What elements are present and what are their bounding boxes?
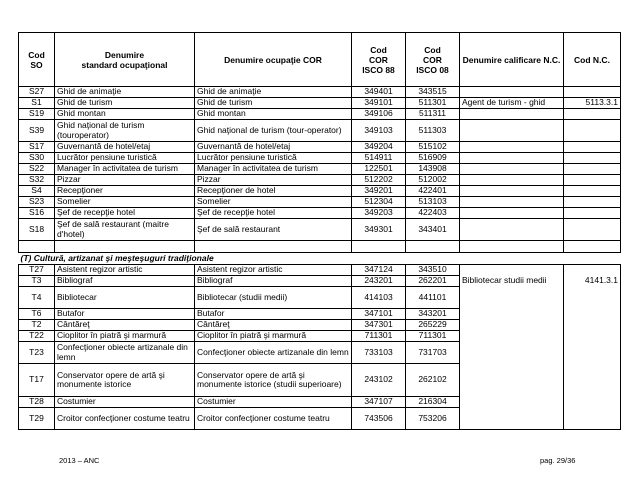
cod-so-cell: S18 (19, 219, 55, 241)
denumire-so-cell: Asistent regizor artistic (55, 265, 195, 276)
calificare-cell (460, 87, 564, 98)
table-row (19, 164, 621, 175)
denumire-cor-cell: Ghid de turism (195, 98, 352, 109)
denumire-so-cell: Ghid naţional de turism (touroperator) (55, 120, 195, 142)
cod-cor-isco08-cell: 516909 (406, 153, 460, 164)
blank-cell (55, 241, 195, 253)
cod-cor-isco08-cell: 216304 (406, 397, 460, 408)
denumire-cor-cell: Ghid de animaţie (195, 87, 352, 98)
denumire-cor-cell: Butafor (195, 309, 352, 320)
cod-nc-cell (564, 120, 621, 142)
denumire-so-cell: Conservator opere de artă şi monumente istorice (55, 364, 195, 397)
denumire-so-cell: Manager în activitatea de turism (55, 164, 195, 175)
calificare-cell (460, 219, 564, 241)
header-row (19, 33, 621, 87)
cod-cor-isco08-cell: 441101 (406, 287, 460, 309)
cod-cor-isco08-cell: 711301 (406, 331, 460, 342)
denumire-so-cell: Somelier (55, 197, 195, 208)
cod-cor-isco88-cell: 349301 (352, 219, 406, 241)
table-row (19, 109, 621, 120)
cod-so-cell: T17 (19, 364, 55, 397)
header-cod-so: Cod SO (19, 33, 55, 87)
cod-so-cell: T28 (19, 397, 55, 408)
table-row (19, 197, 621, 208)
cod-cor-isco08-cell: 422401 (406, 186, 460, 197)
calificare-cell (460, 175, 564, 186)
blank-cell (352, 241, 406, 253)
denumire-so-cell: Lucrător pensiune turistică (55, 153, 195, 164)
cod-cor-isco88-cell: 512304 (352, 197, 406, 208)
cod-cor-isco88-cell: 514911 (352, 153, 406, 164)
denumire-cor-cell: Manager în activitatea de turism (195, 164, 352, 175)
denumire-so-cell: Ghid montan (55, 109, 195, 120)
header-cod-cor-isco08: Cod COR ISCO 08 (406, 33, 460, 87)
denumire-cor-cell: Lucrător pensiune turistică (195, 153, 352, 164)
denumire-cor-cell: Recepţioner de hotel (195, 186, 352, 197)
blank-cell (195, 241, 352, 253)
cod-cor-isco08-cell: 513103 (406, 197, 460, 208)
table-row (19, 219, 621, 241)
cod-cor-isco88-cell: 347101 (352, 309, 406, 320)
table-row (19, 142, 621, 153)
header-denumire-so: Denumire standard ocupaţional (55, 33, 195, 87)
header-denumire-cor: Denumire ocupaţie COR (195, 33, 352, 87)
table-row (19, 87, 621, 98)
denumire-so-cell: Şef de sală restaurant (maitre d'hotel) (55, 219, 195, 241)
denumire-so-cell: Croitor confecţioner costume teatru (55, 408, 195, 430)
cod-nc-cell (564, 219, 621, 241)
cod-so-cell: S39 (19, 120, 55, 142)
denumire-cor-cell: Cântăreţ (195, 320, 352, 331)
blank-cell (460, 241, 564, 253)
cod-so-cell: S23 (19, 197, 55, 208)
cod-cor-isco88-cell: 347107 (352, 397, 406, 408)
denumire-cor-cell: Bibliotecar (studii medii) (195, 287, 352, 309)
table-row (19, 120, 621, 142)
cod-cor-isco88-cell: 512202 (352, 175, 406, 186)
calificare-cell: Agent de turism - ghid (460, 98, 564, 109)
blank-cell (19, 241, 55, 253)
denumire-cor-cell: Costumier (195, 397, 352, 408)
cod-cor-isco08-cell: 512002 (406, 175, 460, 186)
denumire-cor-cell: Conservator opere de artă şi monumente istorice (studii superioare) (195, 364, 352, 397)
table-row (19, 208, 621, 219)
calificare-cell (460, 153, 564, 164)
calificare-cell (460, 208, 564, 219)
cod-cor-isco08-cell: 265229 (406, 320, 460, 331)
cod-cor-isco88-cell: 349201 (352, 186, 406, 197)
section-row (19, 253, 621, 265)
calificare-cell (460, 197, 564, 208)
cod-so-cell: S30 (19, 153, 55, 164)
blank-cell (564, 241, 621, 253)
denumire-so-cell: Confecţioner obiecte artizanale din lemn (55, 342, 195, 364)
denumire-so-cell: Bibliotecar (55, 287, 195, 309)
denumire-cor-cell: Confecţioner obiecte artizanale din lemn (195, 342, 352, 364)
cod-cor-isco08-cell: 343510 (406, 265, 460, 276)
cod-cor-isco88-cell: 743506 (352, 408, 406, 430)
calificare-cell (460, 109, 564, 120)
cod-cor-isco88-cell: 243201 (352, 276, 406, 287)
footer-left: 2013 – ANC (59, 456, 100, 465)
denumire-so-cell: Butafor (55, 309, 195, 320)
denumire-cor-cell: Bibliograf (195, 276, 352, 287)
table-row (19, 186, 621, 197)
cod-so-cell: T23 (19, 342, 55, 364)
cod-cor-isco88-cell: 349204 (352, 142, 406, 153)
cod-nc-cell (564, 164, 621, 175)
denumire-cor-cell: Asistent regizor artistic (195, 265, 352, 276)
cod-cor-isco88-cell: 122501 (352, 164, 406, 175)
section-title: (T) Cultură, artizanat şi meşteşuguri tradiţionale (20, 252, 214, 263)
cod-cor-isco88-cell: 349203 (352, 208, 406, 219)
denumire-cor-cell: Ghid naţional de turism (tour-operator) (195, 120, 352, 142)
denumire-cor-cell: Guvernantă de hotel/etaj (195, 142, 352, 153)
denumire-so-cell: Ghid de animaţie (55, 87, 195, 98)
cod-so-cell: T6 (19, 309, 55, 320)
calificare-cell (460, 142, 564, 153)
cod-nc-cell (564, 175, 621, 186)
denumire-so-cell: Pizzar (55, 175, 195, 186)
denumire-so-cell: Cioplitor în piatră şi marmură (55, 331, 195, 342)
cod-cor-isco08-cell: 422403 (406, 208, 460, 219)
cod-nc-cell (564, 142, 621, 153)
denumire-cor-cell: Şef de sală restaurant (195, 219, 352, 241)
denumire-so-cell: Şef de recepţie hotel (55, 208, 195, 219)
page-number: pag. 29/36 (540, 456, 576, 465)
denumire-cor-cell: Şef de recepţie hotel (195, 208, 352, 219)
cod-so-cell: S27 (19, 87, 55, 98)
cod-cor-isco08-cell: 262102 (406, 364, 460, 397)
cod-nc-cell: 4141.3.1 (564, 265, 621, 430)
cod-cor-isco88-cell: 349101 (352, 98, 406, 109)
cod-cor-isco08-cell: 143908 (406, 164, 460, 175)
cod-nc-cell (564, 109, 621, 120)
cod-so-cell: S32 (19, 175, 55, 186)
cod-nc-cell (564, 186, 621, 197)
header-cod-nc: Cod N.C. (564, 33, 621, 87)
cod-nc-cell (564, 197, 621, 208)
cod-cor-isco88-cell: 347301 (352, 320, 406, 331)
cod-cor-isco08-cell: 343401 (406, 219, 460, 241)
header-calificare: Denumire calificare N.C. (460, 33, 564, 87)
calificare-cell (460, 164, 564, 175)
cod-cor-isco88-cell: 243102 (352, 364, 406, 397)
cod-cor-isco08-cell: 343201 (406, 309, 460, 320)
denumire-cor-cell: Ghid montan (195, 109, 352, 120)
cod-nc-cell: 5113.3.1 (564, 98, 621, 109)
cod-so-cell: T29 (19, 408, 55, 430)
cod-nc-cell (564, 87, 621, 98)
denumire-so-cell: Bibliograf (55, 276, 195, 287)
cod-nc-cell (564, 153, 621, 164)
denumire-cor-cell: Somelier (195, 197, 352, 208)
denumire-so-cell: Cântăreţ (55, 320, 195, 331)
cod-cor-isco88-cell: 349401 (352, 87, 406, 98)
denumire-cor-cell: Cioplitor în piatră şi marmură (195, 331, 352, 342)
cod-so-cell: S19 (19, 109, 55, 120)
table-row (19, 265, 621, 276)
cod-cor-isco88-cell: 711301 (352, 331, 406, 342)
cod-cor-isco08-cell: 753206 (406, 408, 460, 430)
cod-cor-isco88-cell: 349106 (352, 109, 406, 120)
table-row (19, 98, 621, 109)
cod-cor-isco08-cell: 511303 (406, 120, 460, 142)
cod-so-cell: S1 (19, 98, 55, 109)
cod-so-cell: T27 (19, 265, 55, 276)
cod-cor-isco08-cell: 731703 (406, 342, 460, 364)
calificare-cell (460, 186, 564, 197)
calificare-cell: Bibliotecar studii medii (460, 265, 564, 430)
cod-so-cell: S4 (19, 186, 55, 197)
denumire-so-cell: Recepţioner (55, 186, 195, 197)
cod-cor-isco08-cell: 515102 (406, 142, 460, 153)
denumire-so-cell: Costumier (55, 397, 195, 408)
cod-so-cell: T3 (19, 276, 55, 287)
blank-cell (406, 241, 460, 253)
cod-nc-cell (564, 208, 621, 219)
denumire-cor-cell: Pizzar (195, 175, 352, 186)
blank-row (19, 241, 621, 253)
cod-cor-isco08-cell: 343515 (406, 87, 460, 98)
table-row (19, 153, 621, 164)
cod-so-cell: T22 (19, 331, 55, 342)
cod-so-cell: S22 (19, 164, 55, 175)
cod-so-cell: T4 (19, 287, 55, 309)
denumire-so-cell: Ghid de turism (55, 98, 195, 109)
cod-cor-isco08-cell: 511311 (406, 109, 460, 120)
cod-cor-isco88-cell: 347124 (352, 265, 406, 276)
occupation-table (18, 32, 621, 430)
header-cod-cor-isco88: Cod COR ISCO 88 (352, 33, 406, 87)
denumire-cor-cell: Croitor confecţioner costume teatru (195, 408, 352, 430)
cod-so-cell: T2 (19, 320, 55, 331)
cod-so-cell: S17 (19, 142, 55, 153)
calificare-cell (460, 120, 564, 142)
cod-cor-isco88-cell: 349103 (352, 120, 406, 142)
cod-cor-isco08-cell: 262201 (406, 276, 460, 287)
cod-cor-isco88-cell: 414103 (352, 287, 406, 309)
cod-cor-isco08-cell: 511301 (406, 98, 460, 109)
cod-so-cell: S16 (19, 208, 55, 219)
table-row (19, 175, 621, 186)
denumire-so-cell: Guvernantă de hotel/etaj (55, 142, 195, 153)
cod-cor-isco88-cell: 733103 (352, 342, 406, 364)
